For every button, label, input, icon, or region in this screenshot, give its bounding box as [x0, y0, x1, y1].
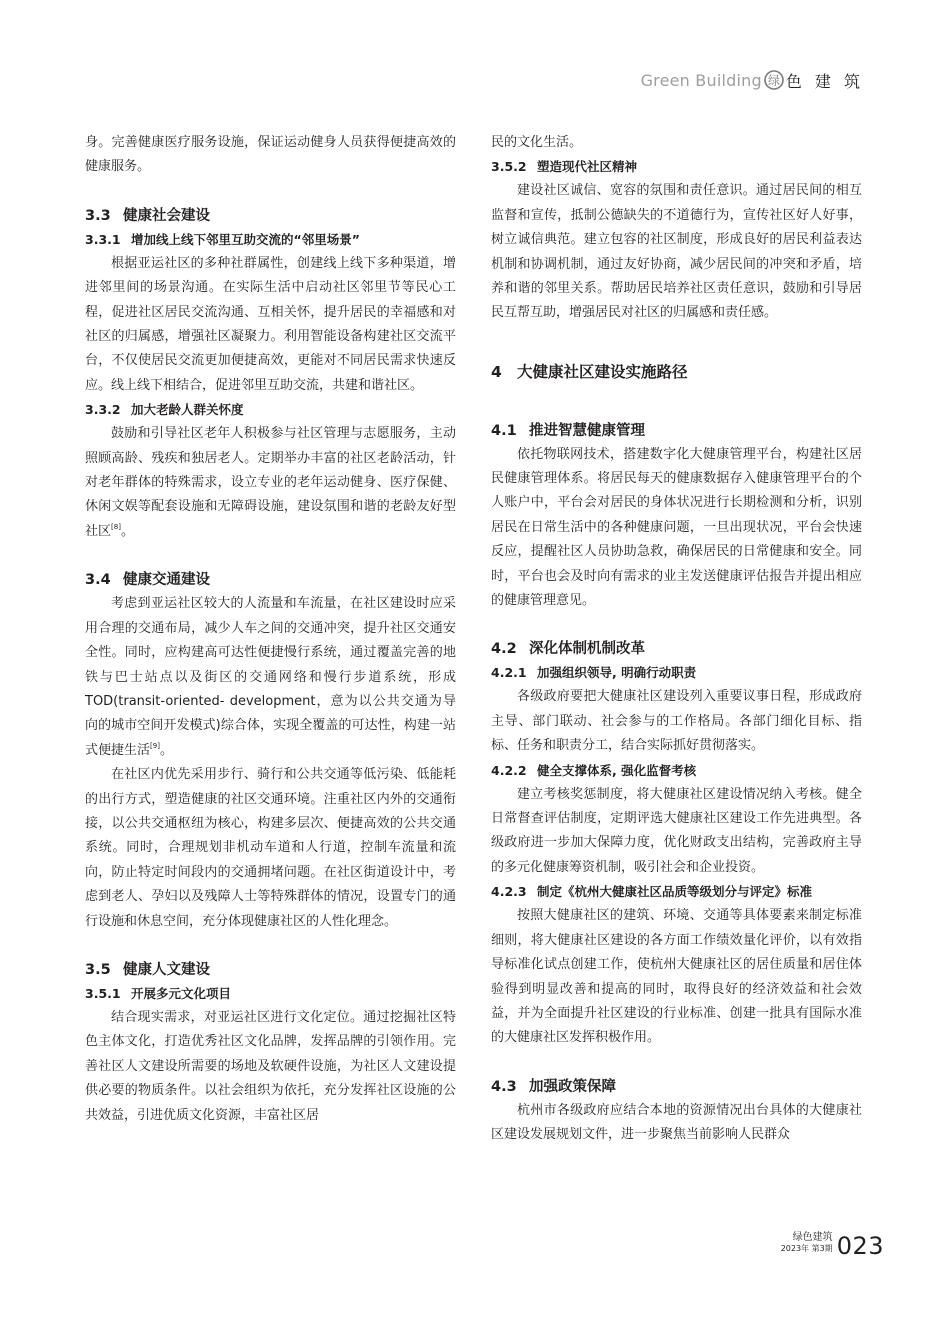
section-heading-4-2: 4.2 深化体制机制改革 — [491, 641, 645, 658]
paragraph: 身。完善健康医疗服务设施，保证运动健身人员获得便捷高效的健康服务。 — [85, 135, 456, 175]
paragraph: 按照大健康社区的建筑、环境、交通等具体要素来制定标准细则，将大健康社区建设的各方面工作绩效量化评价，以有效指导标准化试点创建工作，使杭州大健康社区的居住质量和居住体验得到明显改善和提高的同时，取得良好的经济效益和社会效益，并为全面提升社区建设的行业标准、创建一批具有国际水准的大健康社区发挥积极作用。 — [491, 908, 862, 1046]
paragraph: 结合现实需求，对亚运社区进行文化定位。通过挖掘社区特色主体文化，打造优秀社区文化品牌，发挥品牌的引领作用。完善社区人文建设所需要的场地及软硬件设施，为社区人文建设提供必要的物质条件。以社会组织为依托，充分发挥社区设施的公共效益，引进优质文化资源，丰富社区居 — [85, 1009, 456, 1123]
left-column — [85, 131, 456, 1128]
section-heading-4-1: 4.1 推进智慧健康管理 — [491, 422, 645, 439]
subsection-heading-4-2-2: 4.2.2 健全支撑体系, 强化监督考核 — [491, 762, 697, 778]
paragraph: 在社区内优先采用步行、骑行和公共交通等低污染、低能耗的出行方式，塑造健康的社区交通环境。注重社区内外的交通衔接，以公共交通枢纽为核心，构建多层次、便捷高效的公共交通系统。同时，合理规划非机动车道和人行道，控制车流量和流向，防止特定时间段内的交通拥堵问题。在社区街道设计中，考虑到老人、孕妇以及残障人士等特殊群体的情况，设置专门的通行设施和休息空间，充分体现健康社区的人性化理念。 — [85, 767, 456, 929]
leaf-logo-icon — [764, 70, 784, 90]
paragraph: 建设社区诚信、宽容的氛围和责任意识。通过居民间的相互监督和宣传，抵制公德缺失的不道德行为，宣传社区好人好事，树立诚信典范。建立包容的社区制度，形成良好的居民利益表达机制和协调机制，通过友好协商，减少居民间的冲突和矛盾，培养和谐的邻里关系。帮助居民培养社区责任意识，鼓励和引导居民互帮互助，增强居民对社区的归属感和责任感。 — [491, 183, 862, 321]
subsection-heading-3-5-2: 3.5.2 塑造现代社区精神 — [491, 159, 638, 175]
section-heading-3-3: 3.3 健康社会建设 — [85, 207, 210, 224]
chapter-heading-4: 4 大健康社区建设实施路径 — [491, 363, 688, 382]
section-heading-3-5: 3.5 健康人文建设 — [85, 961, 210, 978]
paragraph: 建立考核奖惩制度，将大健康社区建设情况纳入考核。健全日常督查评估制度，定期评选大健康社区建设工作先进典型。各级政府进一步加大保障力度，优化财政支出结构，完善政府主导的多元化健康筹资机制，吸引社会和企业投资。 — [491, 786, 862, 875]
paragraph: 杭州市各级政府应结合本地的资源情况出台具体的大健康社区建设发展规划文件，进一步聚焦当前影响人民群众 — [491, 1102, 862, 1143]
citation-9: [9] — [150, 741, 160, 750]
paragraph: 依托物联网技术，搭建数字化大健康管理平台，构建社区居民健康管理体系。将居民每天的健康数据存入健康管理平台的个人账户中，平台会对居民的身体状况进行长期检测和分析，识别居民在日常生活中的各种健康问题，一旦出现状况，平台会快速反应，提醒社区人员协助急救，确保居民的日常健康和安全。同时，平台也会及时向有需求的业主发送健康评估报告并提出相应的健康管理意见。 — [491, 446, 862, 609]
subsection-heading-3-3-2: 3.3.2 加大老龄人群关怀度 — [85, 402, 244, 418]
subsection-heading-3-5-1: 3.5.1 开展多元文化项目 — [85, 985, 232, 1001]
paragraph: 民的文化生活。 — [491, 135, 583, 150]
section-heading-4-3: 4.3 加强政策保障 — [491, 1078, 616, 1095]
header-chinese: 色 建 筑 — [785, 71, 864, 91]
page-footer — [781, 1232, 884, 1259]
page-number: 023 — [836, 1232, 884, 1260]
paragraph: 各级政府要把大健康社区建设列入重要议事日程，形成政府主导、部门联动、社会参与的工作格局。各部门细化目标、指标、任务和职责分工，结合实际抓好贯彻落实。 — [491, 689, 862, 754]
paragraph: 根据亚运社区的多种社群属性，创建线上线下多种渠道，增进邻里间的场景沟通。在实际生活中启动社区邻里节等民心工程，促进社区居民交流沟通、互相关怀，提升居民的幸福感和对社区的归属感，增强社区凝聚力。利用智能设备构建社区交流平台，不仅使居民交流更加便捷高效，更能对不同居民需求快速反应。线上线下相结合，促进邻里互助交流，共建和谐社区。 — [85, 255, 456, 393]
logo-glyph: 绿 — [767, 73, 780, 88]
paragraph: 考虑到亚运社区较大的人流量和车流量，在社区建设时应采用合理的交通布局，减少人车之间的交通冲突，提升社区交通安全性。同时，应构建高可达性便捷慢行系统，通过覆盖完善的地铁与巴士站点以及街区的交通网络和慢行步道系统，形成TOD(transit-oriented- development，意为以公共交通为导向的城市空间开发模式)综合体，实现全覆盖的可达性，构建一站式便捷生活[9]。 — [85, 596, 456, 758]
subsection-heading-3-3-1: 3.3.1 增加线上线下邻里互助交流的“邻里场景” — [85, 231, 360, 247]
section-heading-3-4: 3.4 健康交通建设 — [85, 572, 210, 589]
citation-8: [8] — [111, 522, 121, 531]
header-english: Green Building — [640, 70, 762, 90]
paragraph: 鼓励和引导社区老年人积极参与社区管理与志愿服务，主动照顾高龄、残疾和独居老人。定期举办丰富的社区老龄活动，针对老年群体的特殊需求，设立专业的老年运动健身、医疗保健、休闲文娱等配套设施和无障碍设施，建设氛围和谐的老龄友好型社区[8]。 — [85, 426, 456, 539]
running-header — [641, 66, 864, 94]
subsection-heading-4-2-3: 4.2.3 制定《杭州大健康社区品质等级划分与评定》标准 — [491, 884, 813, 900]
right-column — [491, 131, 862, 1148]
footer-issue: 2023年 第3期 — [780, 1244, 833, 1253]
subsection-heading-4-2-1: 4.2.1 加强组织领导, 明确行动职责 — [491, 665, 697, 681]
footer-journal-title: 绿色建筑 — [792, 1232, 833, 1243]
